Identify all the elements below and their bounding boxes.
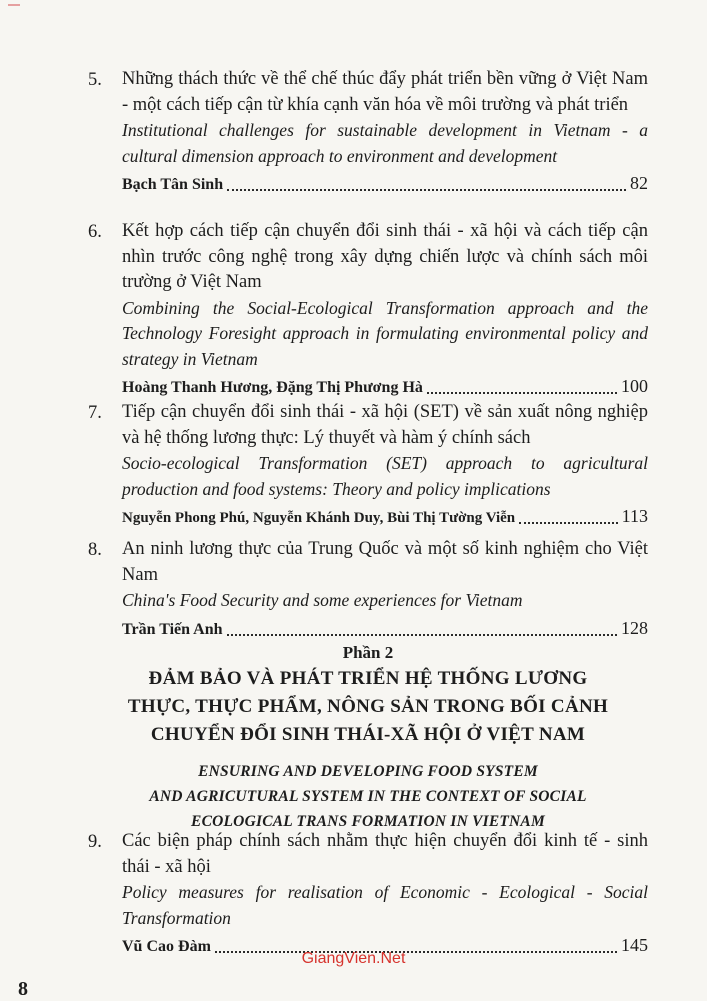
entry-title-en: China's Food Security and some experiences for Vietnam (122, 590, 523, 610)
toc-entry-9 (88, 829, 648, 960)
dot-leader (227, 634, 618, 636)
entry-number: 7. (88, 403, 102, 423)
entry-author: Nguyễn Phong Phú, Nguyễn Khánh Duy, Bùi Thị Tường Viễn (122, 510, 516, 526)
entry-title-en: Policy measures for realisation of Economic - Ecological - Social Transformation (122, 882, 648, 928)
entry-number: 9. (88, 832, 102, 852)
entry-author: Vũ Cao Đàm (122, 938, 211, 955)
entry-title-en: Socio-ecological Transformation (SET) approach to agricultural production and food systems: Theory and policy implications (122, 453, 648, 499)
part-title-vi-line: ĐẢM BẢO VÀ PHÁT TRIỂN HỆ THỐNG LƯƠNG (148, 668, 588, 689)
part-title-vi-line: CHUYỂN ĐỔI SINH THÁI-XÃ HỘI Ở VIỆT NAM (150, 724, 586, 745)
entry-title-vi: Những thách thức về thể chế thúc đẩy phát triển bền vững ở Việt Nam - một cách tiếp cận từ khía cạnh văn hóa về môi trường và phát triển (122, 69, 648, 115)
entry-title-vi: Các biện pháp chính sách nhằm thực hiện chuyển đổi kinh tế - sinh thái - xã hội (122, 831, 648, 877)
part-title-en-line: ENSURING AND DEVELOPING FOOD SYSTEM (198, 763, 538, 780)
entry-page: 113 (621, 506, 648, 526)
entry-author: Trần Tiến Anh (122, 620, 223, 638)
entry-page: 145 (621, 935, 648, 955)
entry-author: Hoàng Thanh Hương, Đặng Thị Phương Hà (122, 379, 423, 396)
page-number: 8 (18, 978, 28, 1000)
entry-number: 8. (88, 540, 102, 560)
dot-leader (227, 189, 626, 191)
site-watermark: GiangVien.Net (301, 950, 406, 967)
entry-title-en: Combining the Social-Ecological Transformation approach and the Technology Foresight approach in formulating environmental policy and strategy in Vietnam (122, 297, 648, 369)
dot-leader (427, 392, 617, 394)
part-title-vi-line: THỰC, THỰC PHẨM, NÔNG SẢN TRONG BỐI CẢNH (127, 696, 609, 717)
entry-author-line (122, 615, 648, 643)
entry-author-line (122, 170, 648, 198)
entry-author: Bạch Tân Sinh (122, 176, 224, 193)
toc-entry-8 (88, 537, 648, 643)
entry-page: 82 (630, 173, 648, 193)
entry-title-vi: Tiếp cận chuyển đổi sinh thái - xã hội (SET) về sản xuất nông nghiệp và hệ thống lương thực: Lý thuyết và hàm ý chính sách (122, 402, 648, 448)
part-title-en-line: ECOLOGICAL TRANS FORMATION IN VIETNAM (191, 813, 545, 830)
corner-mark (8, 4, 20, 6)
entry-author-line (122, 503, 648, 531)
entry-title-vi: An ninh lương thực của Trung Quốc và một số kinh nghiệm cho Việt Nam (122, 539, 648, 585)
part-heading (88, 641, 648, 834)
entry-page: 128 (621, 617, 648, 638)
dot-leader (519, 522, 618, 524)
part-label: Phần 2 (342, 643, 394, 662)
entry-number: 6. (88, 222, 102, 242)
entry-title-vi: Kết hợp cách tiếp cận chuyển đổi sinh thái - xã hội và cách tiếp cận nhìn trước công nghệ trong xây dựng chiến lược và chính sách môi trường ở Việt Nam (122, 221, 648, 292)
toc-entry-7 (88, 400, 648, 531)
entry-number: 5. (88, 70, 102, 90)
part-title-en-line: AND AGRICUTURAL SYSTEM IN THE CONTEXT OF SOCIAL (149, 788, 587, 805)
toc-entry-5 (88, 67, 648, 198)
entry-author-line (122, 373, 648, 401)
toc-entry-6 (88, 219, 648, 401)
entry-page: 100 (621, 376, 648, 396)
entry-title-en: Institutional challenges for sustainable development in Vietnam - a cultural dimension approach to environment and development (122, 120, 648, 166)
